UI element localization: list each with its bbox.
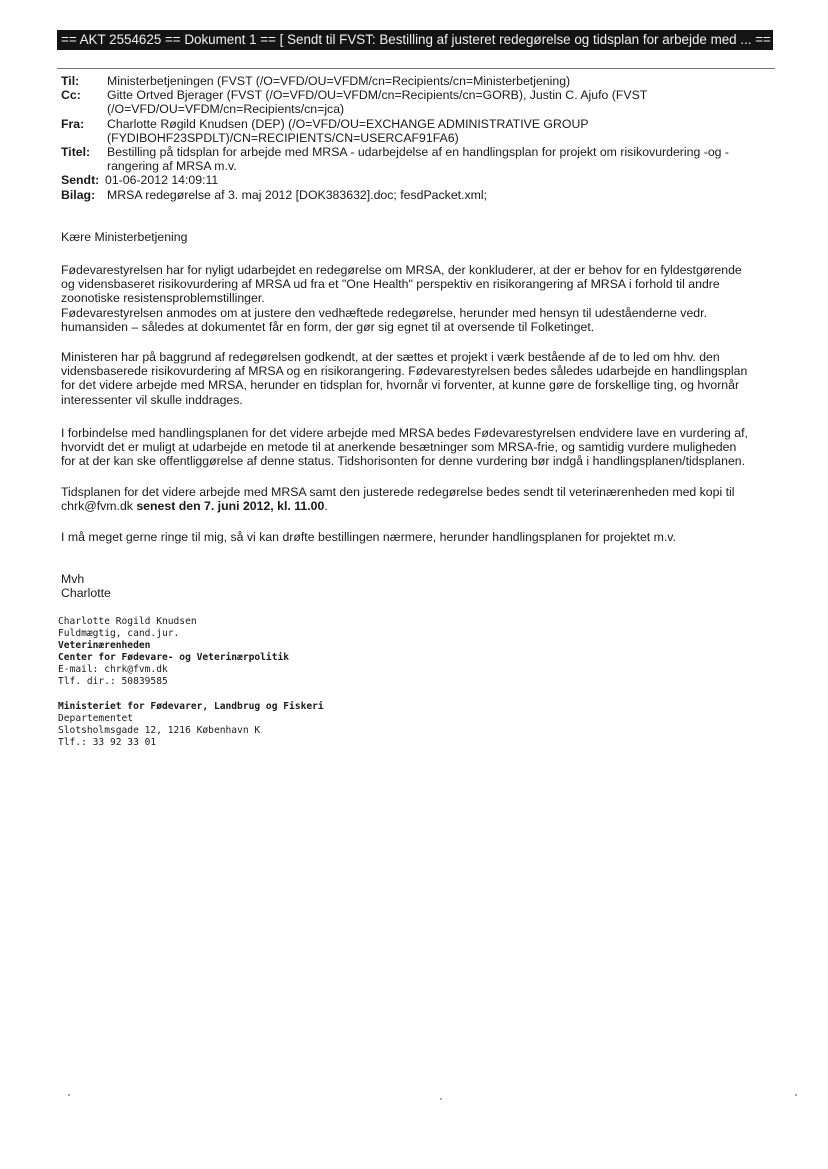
title-value <box>107 145 771 173</box>
signature-address: Slotsholmsgade 12, 1216 København K <box>58 724 261 736</box>
signature-ministry: Ministeriet for Fødevarer, Landbrug og Fiskeri <box>58 700 324 712</box>
signature-title: Fuldmægtig, cand.jur. <box>58 628 180 640</box>
signature-name: Charlotte Rogild Knudsen <box>58 616 197 627</box>
paragraph-2-line: interessenter vil skulle inddrages. <box>61 392 243 407</box>
greeting <box>61 230 769 244</box>
paragraph-1-line: zoonotiske resistensproblemstillinger. <box>61 291 265 306</box>
sent-label: Sendt: <box>61 173 100 188</box>
paragraph-5 <box>61 530 769 544</box>
paragraph-2 <box>61 350 769 407</box>
scan-speck <box>440 1098 442 1100</box>
to-row <box>61 74 771 88</box>
from-value-line-1: Charlotte Røgild Knudsen (DEP) (/O=VFD/OU=EXCHANGE ADMINISTRATIVE GROUP <box>107 116 589 131</box>
cc-value-line-2: (/O=VFD/OU=VFDM/cn=Recipients/cn=jca) <box>107 102 345 117</box>
paragraph-3-line: for at der kan ske offentliggørelse af denne status. Tidshorisonten for denne vurdering bør indgå i handlingsplanen/tidsplanen. <box>61 454 746 469</box>
contact-email-link[interactable]: chrk@fvm.dk <box>61 499 137 514</box>
to-label: Til: <box>61 74 80 88</box>
attachments-label: Bilag: <box>61 187 96 202</box>
cc-value-line-1: Gitte Ortved Bjerager (FVST (/O=VFD/OU=VFDM/cn=Recipients/cn=GORB), Justin C. Ajufo (FVST <box>107 88 648 103</box>
from-value <box>107 117 771 145</box>
signature-phone: Tlf. dir.: 50839585 <box>58 676 168 688</box>
closing-name: Charlotte <box>61 586 111 601</box>
paragraph-1-line: humansiden – således at dokumentet får en form, der gør sig egnet til at oversende til Folketinget. <box>61 319 595 334</box>
paragraph-2-line: vidensbaserede risikovurdering af MRSA og en risikorangering. Fødevarestyrelsen bedes således udarbejde en handlingsplan <box>61 364 748 379</box>
email-header <box>61 74 771 202</box>
paragraph-3 <box>61 426 769 469</box>
paragraph-3-line: I forbindelse med handlingsplanen for det videre arbejde med MRSA bedes Fødevarestyrelsen endvidere lave en vurdering af, <box>61 426 748 440</box>
signature-email[interactable]: E-mail: chrk@fvm.dk <box>58 664 168 676</box>
title-value-line-1: Bestilling på tidsplan for arbejde med MRSA - udarbejdelse af en handlingsplan for projekt om risikovurdering -og - <box>107 145 730 160</box>
signature-block <box>58 616 324 749</box>
attachments-row <box>61 188 771 202</box>
closing-text: Mvh <box>61 572 85 586</box>
signature-unit: Veterinærenheden <box>58 640 151 652</box>
signature-center: Center for Fødevare- og Veterinærpolitik <box>58 652 290 664</box>
paragraph-5-text: I må meget gerne ringe til mig, så vi kan drøfte bestillingen nærmere, herunder handlingsplanen for projektet m.v. <box>61 530 676 544</box>
from-value-line-2: (FYDIBOHF23SPDLT)/CN=RECIPIENTS/CN=USERCAF91FA6) <box>107 130 459 145</box>
paragraph-4-line-1: Tidsplanen for det videre arbejde med MRSA samt den justerede redegørelse bedes sendt til veterinærenheden med kopi til <box>61 485 735 499</box>
paragraph-1-line: Fødevarestyrelsen anmodes om at justere den vedhæftede redegørelse, herunder med hensyn til udeståenderne vedr. <box>61 305 707 320</box>
sent-value: 01-06-2012 14:09:11 <box>105 173 219 188</box>
paragraph-2-line: Ministeren har på baggrund af redegørelsen godkendt, at der sættes et projekt i værk bestående af de to led om hhv. den <box>61 350 720 364</box>
document-header-banner: == AKT 2554625 == Dokument 1 == [ Sendt til FVST: Bestilling af justeret redegørelse og tidsplan for arbejde med ... == <box>57 30 773 50</box>
from-label: Fra: <box>61 116 85 131</box>
paragraph-1-line: og vidensbaseret risikovurdering af MRSA ud fra et "One Health" perspektiv en risikorangering af MRSA i forhold til andre <box>61 277 720 292</box>
paragraph-1 <box>61 263 769 334</box>
closing <box>61 572 769 600</box>
paragraph-2-line: for det videre arbejde med MRSA, herunder en tidsplan for, hvornår vi forventer, at kunne gøre de forskellige ting, og hvornår <box>61 378 740 393</box>
cc-label: Cc: <box>61 88 81 103</box>
signature-department: Departementet <box>58 712 134 724</box>
scan-speck <box>68 1094 70 1096</box>
deadline-text: senest den 7. juni 2012, kl. 11.00 <box>136 499 325 514</box>
paragraph-4-line-2 <box>61 499 769 513</box>
cc-row <box>61 88 771 116</box>
paragraph-4-period: . <box>324 499 328 514</box>
paragraph-4 <box>61 485 769 513</box>
paragraph-3-line: hvorvidt det er muligt at udarbejde en metode til at anerkende besætninger som MRSA-frie, og samtidig vurdere muligheden <box>61 440 737 455</box>
signature-main-phone: Tlf.: 33 92 33 01 <box>58 736 157 748</box>
cc-value <box>107 88 771 116</box>
header-divider <box>57 68 775 69</box>
attachments-value: MRSA redegørelse af 3. maj 2012 [DOK383632].doc; fesdPacket.xml; <box>107 187 488 202</box>
scan-speck <box>795 1094 797 1096</box>
title-row <box>61 145 771 173</box>
signature-spacer <box>58 689 324 701</box>
title-label: Titel: <box>61 145 91 160</box>
title-value-line-2: rangering af MRSA m.v. <box>107 159 237 174</box>
from-row <box>61 117 771 145</box>
greeting-text: Kære Ministerbetjening <box>61 230 188 244</box>
to-value: Ministerbetjeningen (FVST (/O=VFD/OU=VFDM/cn=Recipients/cn=Ministerbetjening) <box>107 74 571 88</box>
sent-row <box>61 173 771 187</box>
paragraph-1-line: Fødevarestyrelsen har for nyligt udarbejdet en redegørelse om MRSA, der konkluderer, at der er behov for en fyldestgørende <box>61 263 742 277</box>
